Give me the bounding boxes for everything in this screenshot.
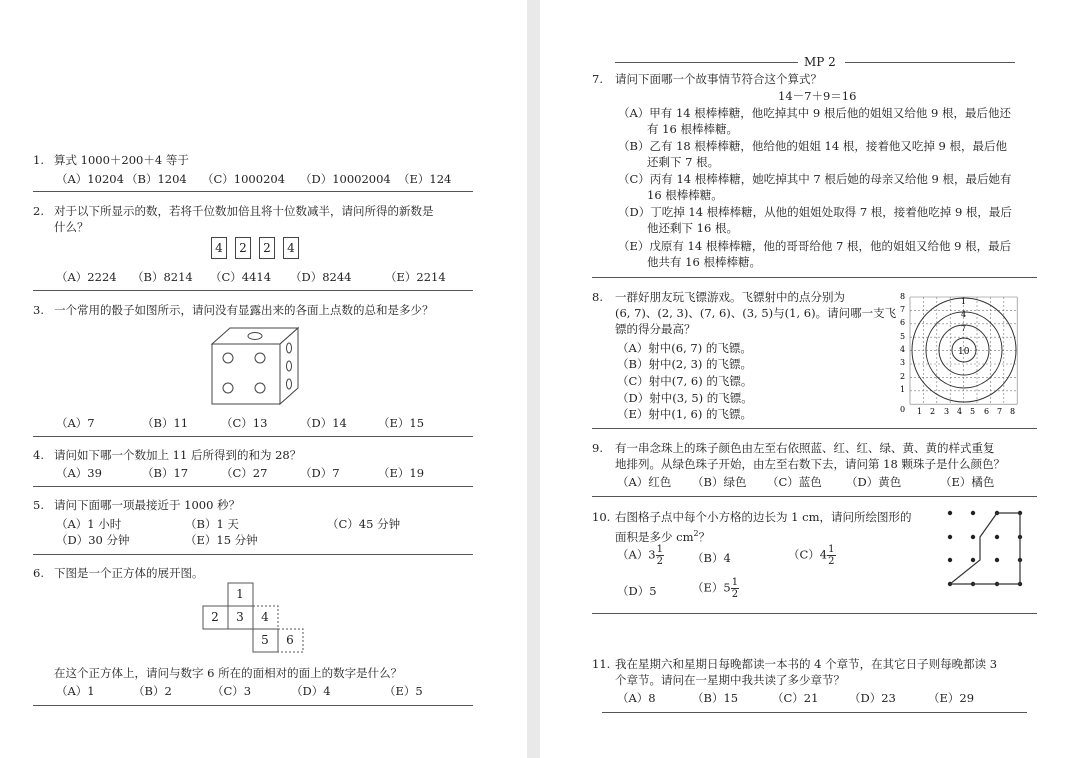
q4-option-e: （E）19 [378, 466, 425, 480]
q2-text-cont: 什么？ [54, 220, 89, 234]
y-tick: 8 [900, 292, 906, 301]
q1-option-a: （A）10204 [56, 172, 124, 186]
grid-dot [971, 535, 975, 539]
grid-dot [995, 535, 999, 539]
fraction-numerator: 1 [656, 544, 663, 555]
divider [592, 428, 1037, 429]
q6-option-c: （C）3 [212, 684, 252, 698]
page-left [0, 0, 527, 758]
divider [602, 712, 1027, 713]
q5-option-c: （C）45 分钟 [327, 517, 401, 531]
q7-option-b: （B）乙有 18 根棒棒糖，他给他的姐姐 14 根，接着他又吃掉 9 根，最后他 [618, 139, 1007, 153]
q8-number: 8. [592, 290, 603, 304]
q10-option-c [788, 544, 836, 567]
x-tick: 3 [944, 407, 950, 416]
q7-option-d: （D）丁吃掉 14 根棒棒糖，从他的姐姐处取得 7 根，接着他吃掉 9 根，最后 [618, 205, 1012, 219]
q6-option-d: （D）4 [291, 684, 331, 698]
q10-option-a [617, 544, 664, 567]
q5-number: 5. [33, 498, 44, 512]
q6-text: 下图是一个正方体的展开图。 [54, 566, 204, 580]
q3-option-e: （E）15 [378, 416, 425, 430]
grid-dot [971, 558, 975, 562]
q1-option-e: （E）124 [398, 172, 452, 186]
q3-text: 一个常用的骰子如图所示，请问没有显露出来的各面上点数的总和是多少？ [54, 303, 434, 317]
q9-option-e: （E）橘色 [940, 475, 995, 489]
q9-option-a: （A）红色 [617, 475, 672, 489]
grid-dot [948, 535, 952, 539]
q11-number: 11. [592, 657, 611, 671]
q3-option-c: （C）13 [221, 416, 268, 430]
q8-option-b: （B）射中(2, 3) 的飞镖。 [617, 357, 753, 371]
grid-dot [948, 558, 952, 562]
q7-option-b-cont: 还剩下 7 根。 [647, 155, 720, 169]
y-tick: 5 [900, 332, 906, 341]
q2-option-a: （A）2224 [56, 270, 117, 284]
q6-option-a: （A）1 [56, 684, 95, 698]
q10-option-b: （B）4 [692, 551, 731, 565]
q1-option-b: （B）1204 [126, 172, 187, 186]
digit-box: 4 [211, 237, 227, 259]
q10-number: 10. [592, 510, 611, 524]
q1-number: 1. [33, 153, 44, 167]
q8-text-cont: (6, 7)、(2, 3)、(7, 6)、(3, 5)与(1, 6)。请问哪一支飞 [615, 306, 897, 320]
q1-option-d: （D）10002004 [300, 172, 391, 186]
q11-option-c: （C）21 [772, 691, 819, 705]
fraction-numerator: 1 [828, 544, 835, 555]
net-face: 3 [236, 610, 244, 624]
y-tick: 7 [900, 305, 906, 314]
ring-label-4: 4 [961, 310, 967, 319]
q5-option-d: （D）30 分钟 [56, 533, 130, 547]
q11-text: 我在星期六和星期日每晚都读一本书的 4 个章节，在其它日子则每晚都读 3 [615, 657, 998, 671]
y-tick: 6 [900, 318, 906, 327]
q1-option-c: （C）1000204 [202, 172, 286, 186]
x-tick: 7 [997, 407, 1003, 416]
q10-option-e-label: （E）5 [692, 580, 731, 595]
q11-option-b: （B）15 [692, 691, 739, 705]
q7-option-e: （E）戊原有 14 根棒棒糖，他的哥哥给他 7 根，他的姐姐又给他 9 根，最后 [618, 239, 1012, 253]
q7-option-c: （C）丙有 14 根棒棒糖，她吃掉其中 7 根后她的母亲又给他 9 根，最后她有 [618, 172, 1012, 186]
q10-option-c-label: （C）4 [788, 547, 828, 562]
fraction-denominator: 2 [731, 589, 739, 600]
x-tick: 1 [917, 407, 923, 416]
q3-option-b: （B）11 [142, 416, 189, 430]
dot-grid-shape [940, 508, 1030, 588]
q8-option-c: （C）射中(7, 6) 的飞镖。 [617, 374, 753, 388]
q10-option-a-label: （A）3 [617, 547, 656, 562]
x-tick: 6 [984, 407, 990, 416]
q6-question: 在这个正方体上，请问与数字 6 所在的面相对的面上的数字是什么？ [54, 666, 403, 680]
fraction-denominator: 2 [828, 556, 835, 567]
net-face: 6 [286, 633, 294, 647]
q2-number: 2. [33, 204, 44, 218]
x-tick: 4 [957, 407, 963, 416]
q9-option-c: （C）蓝色 [767, 475, 822, 489]
q2-option-d: （D）8244 [290, 270, 352, 284]
divider [33, 290, 473, 291]
divider [33, 191, 473, 192]
q5-text: 请问下面哪一项最接近于 1000 秒？ [54, 498, 241, 512]
fraction [731, 577, 739, 600]
fraction [827, 544, 835, 567]
x-tick: 5 [970, 407, 976, 416]
ring-label-7: 7 [961, 324, 967, 333]
q7-option-c-cont: 16 根棒棒糖。 [647, 188, 723, 202]
fraction-denominator: 2 [656, 556, 663, 567]
q7-option-d-cont: 他还剩下 16 根。 [647, 221, 738, 235]
grid-dot [948, 511, 952, 515]
q4-number: 4. [33, 448, 44, 462]
net-face: 4 [261, 610, 269, 624]
q4-option-a: （A）39 [56, 466, 102, 480]
q7-option-a-cont: 有 16 根棒棒糖。 [647, 122, 738, 136]
q7-option-a: （A）甲有 14 根棒棒糖，他吃掉其中 9 根后他的姐姐又给他 9 根，最后他还 [618, 106, 1012, 120]
q11-option-e: （E）29 [928, 691, 975, 705]
header-rule-right [845, 62, 1015, 63]
header-rule-left [615, 62, 798, 63]
grid-dot [971, 511, 975, 515]
q5-option-b: （B）1 天 [185, 517, 239, 531]
q7-equation: 14－7＋9＝16 [778, 89, 857, 103]
grid-dot [995, 558, 999, 562]
q10-text: 右图格子点中每个小方格的边长为 1 cm，请问所绘图形的 [615, 510, 912, 524]
q10-option-e [692, 577, 739, 600]
q6-option-e: （E）5 [384, 684, 423, 698]
q7-text: 请问下面哪一个故事情节符合这个算式？ [615, 72, 822, 86]
q8-option-e: （E）射中(1, 6) 的飞镖。 [617, 407, 752, 421]
q5-option-a: （A）1 小时 [56, 517, 122, 531]
q3-option-d: （D）14 [300, 416, 347, 430]
q8-option-d: （D）射中(3, 5) 的飞镖。 [617, 391, 753, 405]
q10-text-prefix: 面积是多少 cm [615, 529, 694, 544]
divider [592, 277, 1037, 278]
y-tick: 0 [900, 405, 906, 414]
net-face: 1 [236, 587, 244, 601]
q10-text-suffix: ？ [698, 529, 711, 544]
q5-option-e: （E）15 分钟 [185, 533, 258, 547]
q9-option-d: （D）黄色 [846, 475, 902, 489]
fraction-numerator: 1 [731, 577, 739, 588]
q2-text: 对于以下所显示的数，若将千位数加倍且将十位数减半，请问所得的新数是 [54, 204, 434, 218]
x-tick: 2 [930, 407, 936, 416]
q8-text: 一群好朋友玩飞镖游戏。飞镖射中的点分别为 [615, 290, 845, 304]
dartboard-grid [900, 290, 1030, 415]
q10-option-d: （D）5 [617, 584, 657, 598]
digit-box: 2 [259, 237, 275, 259]
y-tick: 3 [900, 358, 906, 367]
q4-option-b: （B）17 [142, 466, 189, 480]
digit-box: 2 [235, 237, 251, 259]
q4-option-d: （D）7 [300, 466, 340, 480]
net-face: 2 [211, 610, 219, 624]
ring-label-10: 10 [958, 347, 970, 357]
q2-option-b: （B）8214 [132, 270, 193, 284]
q10-text-cont [615, 527, 710, 544]
q9-text: 有一串念珠上的珠子颜色由左至右依照蓝、红、红、绿、黄、黄的样式重复 [615, 441, 995, 455]
q7-option-e-cont: 他共有 16 根棒棒糖。 [647, 255, 761, 269]
y-tick: 4 [900, 345, 906, 354]
divider [33, 436, 473, 437]
page-right [540, 0, 1080, 758]
q8-text-cont2: 镖的得分最高？ [615, 322, 696, 336]
ring-label-1: 1 [961, 297, 967, 306]
fraction [656, 544, 664, 567]
q4-text: 请问如下哪一个数加上 11 后所得到的和为 28？ [54, 448, 302, 462]
q9-text-cont: 地排列。从绿色珠子开始，由左至右数下去，请问第 18 颗珠子是什么颜色？ [615, 457, 1005, 471]
page-header: MP 2 [804, 55, 836, 69]
q3-option-a: （A）7 [56, 416, 95, 430]
dice-figure [210, 326, 300, 406]
q2-option-e: （E）2214 [385, 270, 446, 284]
q6-number: 6. [33, 566, 44, 580]
divider [33, 554, 473, 555]
q11-option-d: （D）23 [849, 691, 896, 705]
digit-box: 4 [283, 237, 299, 259]
y-tick: 1 [900, 385, 906, 394]
q3-number: 3. [33, 303, 44, 317]
q6-option-b: （B）2 [133, 684, 172, 698]
q4-option-c: （C）27 [221, 466, 268, 480]
q11-text-cont: 个章节。请问在一星期中我共读了多少章节？ [615, 673, 845, 687]
q11-option-a: （A）8 [617, 691, 656, 705]
divider [592, 613, 1037, 614]
q9-number: 9. [592, 441, 603, 455]
q9-option-b: （B）绿色 [692, 475, 747, 489]
divider [592, 496, 1037, 497]
q2-option-c: （C）4414 [210, 270, 272, 284]
y-tick: 2 [900, 372, 906, 381]
divider [33, 486, 473, 487]
net-face: 5 [261, 633, 269, 647]
q10-superscript: 2 [693, 529, 699, 538]
q1-text: 算式 1000＋200＋4 等于 [54, 153, 189, 167]
q7-number: 7. [592, 72, 603, 86]
x-tick: 8 [1010, 407, 1016, 416]
divider [33, 705, 473, 706]
q8-option-a: （A）射中(6, 7) 的飞镖。 [617, 341, 752, 355]
